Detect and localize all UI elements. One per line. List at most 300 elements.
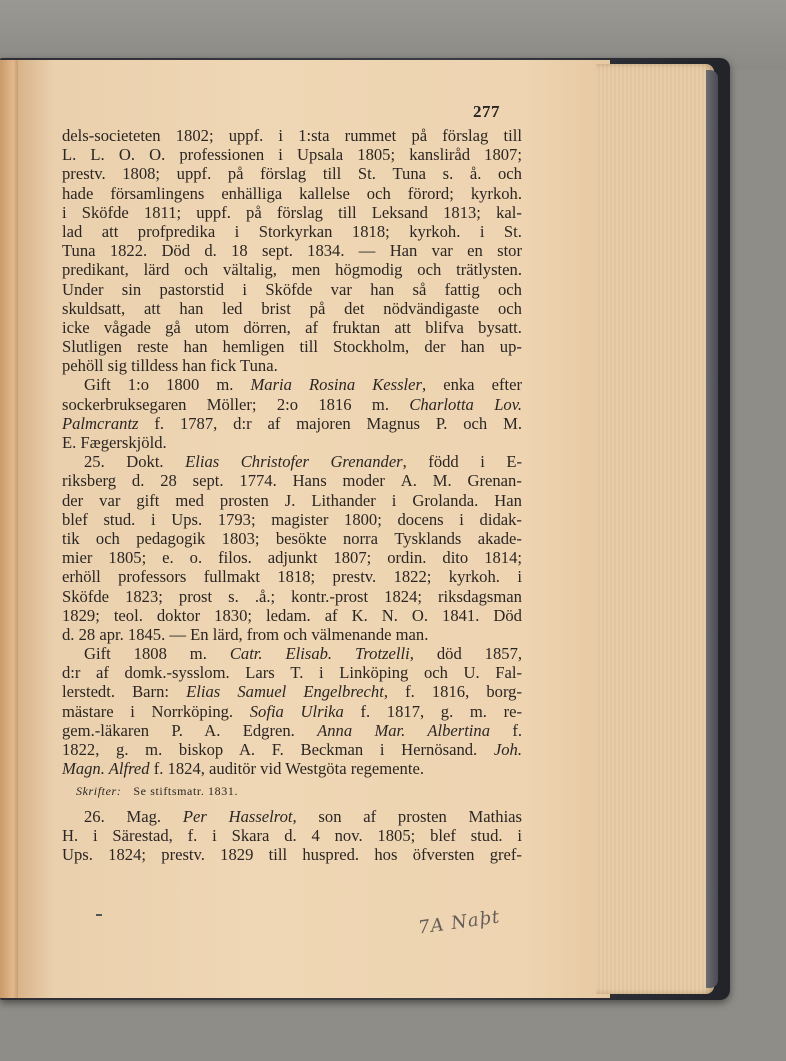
line-text: 26. Mag. bbox=[84, 806, 183, 826]
line-text: 25. Dokt. bbox=[84, 452, 186, 472]
line-text-after: , död 1857, bbox=[409, 644, 523, 664]
person-name: Sofia Ulrika bbox=[249, 701, 344, 721]
word: s. bbox=[442, 164, 454, 184]
word: d. bbox=[284, 825, 297, 845]
word: reste bbox=[137, 337, 169, 357]
word: mier bbox=[62, 548, 93, 568]
word: till bbox=[503, 126, 522, 145]
word: 1841. bbox=[442, 605, 480, 625]
text-line bbox=[62, 299, 522, 318]
writings-text: Se stiftsmatr. 1831. bbox=[133, 784, 239, 799]
word: f. bbox=[187, 825, 198, 845]
word: Död bbox=[161, 241, 191, 261]
word: kallelse bbox=[299, 183, 350, 203]
word: Under bbox=[62, 279, 104, 299]
word: bysatt. bbox=[478, 317, 522, 337]
text-line bbox=[62, 203, 522, 222]
word: prestv. bbox=[161, 844, 205, 864]
text-line bbox=[62, 759, 522, 778]
word: L. bbox=[62, 145, 77, 165]
word: stud. bbox=[470, 825, 503, 845]
text-line bbox=[62, 682, 522, 701]
word: på bbox=[411, 126, 428, 145]
person-name: Catr. Elisab. Trotzelli bbox=[229, 644, 410, 664]
word: gift bbox=[136, 490, 160, 510]
word: Grenan- bbox=[467, 471, 522, 491]
word: att bbox=[101, 221, 119, 241]
text-line bbox=[62, 356, 522, 375]
word: förslag bbox=[276, 202, 323, 222]
word: akade- bbox=[477, 528, 522, 548]
line-text: pehöll sig tilldess han fick Tuna. bbox=[62, 356, 278, 376]
word: kyrkoh. bbox=[448, 567, 500, 587]
word: L. bbox=[90, 145, 105, 165]
word: i bbox=[459, 509, 464, 529]
word: ledam. bbox=[265, 605, 311, 625]
text-line bbox=[62, 164, 522, 183]
word: s. bbox=[228, 586, 239, 606]
word: 1774. bbox=[239, 471, 277, 491]
word: hade bbox=[62, 183, 94, 203]
word: lärd bbox=[143, 260, 170, 280]
word: fruktan bbox=[332, 317, 381, 337]
word: St. bbox=[503, 221, 522, 241]
word: prestv. bbox=[332, 567, 377, 587]
word: 1818; bbox=[351, 221, 390, 241]
word: i bbox=[278, 145, 283, 165]
word: 1:sta bbox=[298, 126, 330, 145]
word: M. bbox=[432, 471, 452, 491]
word: till bbox=[338, 202, 357, 222]
word: vältalig, bbox=[223, 260, 277, 280]
text-line bbox=[62, 845, 522, 864]
line-text-after: f. 1824, auditör vid Westgöta regemente. bbox=[149, 759, 424, 779]
text-line bbox=[62, 529, 522, 548]
word: Tuna bbox=[392, 164, 427, 184]
text-line bbox=[62, 375, 522, 394]
word: 1811; bbox=[143, 202, 182, 222]
word: icke bbox=[62, 317, 90, 337]
line-text: Gift 1808 m. bbox=[84, 644, 230, 664]
text-line bbox=[62, 395, 522, 414]
line-text: Gift 1:o 1800 m. bbox=[84, 375, 251, 395]
line-text-after: f. 1817, g. m. re- bbox=[343, 701, 522, 721]
writings-label: Skrifter: bbox=[76, 784, 122, 799]
word: 1803; bbox=[221, 528, 260, 548]
word: var bbox=[431, 241, 453, 261]
word: 1824; bbox=[108, 844, 146, 864]
word: och bbox=[497, 298, 522, 318]
word: Leksand bbox=[371, 202, 428, 222]
word: Skara bbox=[231, 825, 270, 845]
word: skuldsatt, bbox=[62, 298, 126, 318]
word: i bbox=[242, 279, 247, 299]
page-stack-edge bbox=[596, 64, 714, 994]
text-line bbox=[62, 548, 522, 567]
word: i bbox=[391, 490, 397, 510]
word: Ups. bbox=[62, 844, 93, 864]
word: moder bbox=[342, 471, 385, 491]
person-name: Maria Rosina Kessler bbox=[250, 375, 422, 395]
word: nov. bbox=[334, 825, 363, 845]
word: up- bbox=[499, 337, 522, 357]
word: kal- bbox=[496, 202, 522, 222]
word: förord; bbox=[407, 183, 454, 203]
text-line bbox=[62, 471, 522, 490]
word: och bbox=[497, 164, 522, 184]
line-text-after: , son af prosten Mathias bbox=[292, 806, 523, 826]
word: U. bbox=[463, 663, 480, 683]
book-spine-edge bbox=[706, 70, 718, 988]
word: öfversten bbox=[412, 844, 475, 864]
word: 1805; bbox=[108, 548, 147, 568]
word: det bbox=[344, 298, 365, 318]
word: riksberg bbox=[62, 471, 117, 491]
word: norra bbox=[342, 528, 378, 548]
ink-mark bbox=[96, 914, 102, 916]
word: till bbox=[322, 164, 342, 184]
word: 1800; bbox=[344, 509, 382, 529]
word: didak- bbox=[479, 509, 522, 529]
word: stud. bbox=[103, 509, 136, 529]
text-line bbox=[62, 414, 522, 433]
word: A. bbox=[400, 471, 417, 491]
word: brist bbox=[261, 298, 291, 318]
word: 1807; bbox=[333, 548, 372, 568]
person-name: Anna Mar. Albertina bbox=[317, 720, 491, 740]
text-line bbox=[62, 807, 522, 826]
text-line bbox=[62, 491, 522, 510]
word: hemligen bbox=[222, 337, 285, 357]
word: magister bbox=[271, 509, 329, 529]
word: der bbox=[424, 337, 446, 357]
word: T. bbox=[290, 663, 304, 683]
word: docens bbox=[397, 509, 444, 529]
word: filos. bbox=[218, 548, 252, 568]
word: på bbox=[227, 164, 244, 184]
line-text-after: , f. 1816, borg- bbox=[383, 682, 522, 702]
word: Död bbox=[493, 605, 522, 625]
word: han bbox=[179, 298, 204, 318]
person-name: Magn. Alfred bbox=[62, 759, 150, 779]
word: .å.; bbox=[254, 586, 276, 606]
word: predikant, bbox=[62, 260, 129, 280]
word: 1814; bbox=[484, 548, 522, 568]
word: blifva bbox=[425, 317, 464, 337]
word: O. bbox=[118, 145, 135, 165]
word: i bbox=[92, 825, 98, 845]
person-name: Palmcrantz bbox=[62, 413, 139, 433]
word: prost bbox=[178, 586, 213, 606]
word: i bbox=[318, 663, 324, 683]
word: kyrkoh. bbox=[409, 221, 461, 241]
body-text-part-2 bbox=[62, 807, 522, 865]
line-text: gem.-läkaren P. A. Edgren. bbox=[62, 720, 318, 740]
word: e. bbox=[162, 548, 174, 568]
word: led bbox=[222, 298, 243, 318]
word: var bbox=[330, 279, 352, 299]
word: blef bbox=[62, 509, 88, 529]
word: och bbox=[95, 528, 120, 548]
word: O. bbox=[149, 145, 166, 165]
line-text-after: , född i E- bbox=[402, 452, 523, 472]
word: i bbox=[212, 825, 217, 845]
word: Lithander bbox=[311, 490, 376, 510]
word: 1822. bbox=[109, 241, 148, 261]
person-name: Elias Samuel Engelbrecht bbox=[186, 682, 384, 702]
word: Ups. bbox=[171, 509, 203, 529]
line-text: d. 28 apr. 1845. — En lärd, from och välmenande man. bbox=[62, 624, 429, 644]
word: dels-societeten bbox=[62, 126, 161, 145]
line-text: sockerbruksegaren Möller; 2:o 1816 m. bbox=[62, 394, 410, 414]
word: fattig bbox=[444, 279, 480, 299]
text-line bbox=[62, 241, 522, 260]
person-name: Joh. bbox=[493, 740, 522, 759]
text-line bbox=[62, 721, 522, 740]
word: J. bbox=[284, 490, 296, 510]
word: Särestad, bbox=[112, 825, 173, 845]
word: hos bbox=[374, 844, 398, 864]
word: prosten bbox=[219, 490, 269, 510]
line-text: 1822, g. m. biskop A. F. Beckman i Hernösand. bbox=[62, 740, 494, 759]
word: och bbox=[417, 260, 442, 280]
word: högmodig bbox=[335, 260, 403, 280]
word: en bbox=[467, 241, 483, 261]
word: sept. bbox=[261, 241, 293, 261]
line-text-after: f. bbox=[490, 720, 522, 740]
word: O. bbox=[411, 605, 429, 625]
word: 1834. bbox=[307, 241, 345, 261]
text-line bbox=[62, 337, 522, 356]
word: 1823; bbox=[125, 586, 163, 606]
word: vågade bbox=[103, 317, 151, 337]
word: Tysklands bbox=[394, 528, 462, 548]
line-text: E. Fægerskjöld. bbox=[62, 433, 167, 452]
word: 1824; bbox=[384, 586, 422, 606]
word: förslag bbox=[260, 164, 307, 184]
word: i bbox=[278, 126, 284, 145]
text-line bbox=[62, 222, 522, 241]
text-line bbox=[62, 145, 522, 164]
word: å. bbox=[469, 164, 482, 184]
word: uppf. bbox=[228, 126, 264, 145]
word: besökte bbox=[275, 528, 327, 548]
word: i bbox=[517, 825, 522, 845]
word: och bbox=[184, 260, 209, 280]
text-line bbox=[62, 587, 522, 606]
word: fullmakt bbox=[203, 567, 260, 587]
word: 1805; bbox=[377, 825, 416, 845]
word: han bbox=[460, 337, 485, 357]
word: riksdagsman bbox=[438, 586, 522, 606]
word: 18 bbox=[231, 241, 248, 261]
word: Sköfde bbox=[81, 202, 129, 222]
body-text-part-1 bbox=[62, 126, 522, 778]
word: han bbox=[370, 279, 395, 299]
text-line bbox=[62, 184, 522, 203]
text-line bbox=[62, 452, 522, 471]
word: af bbox=[305, 317, 318, 337]
word: 1813; bbox=[443, 202, 481, 222]
word: professors bbox=[118, 567, 187, 587]
word: kontr.-prost bbox=[291, 586, 369, 606]
word: erhöll bbox=[62, 567, 101, 587]
word: dörren, bbox=[243, 317, 291, 337]
word: af bbox=[324, 605, 338, 625]
word: Upsala bbox=[297, 145, 344, 165]
word: och bbox=[423, 663, 448, 683]
word: 1830; bbox=[214, 605, 252, 625]
word: församlingens bbox=[110, 183, 205, 203]
word: 1802; bbox=[175, 126, 214, 145]
word: 1829; bbox=[62, 605, 100, 625]
word: i bbox=[150, 509, 156, 529]
word: sin bbox=[121, 279, 142, 299]
word: på bbox=[246, 202, 262, 222]
word: dito bbox=[442, 548, 469, 568]
word: der bbox=[62, 490, 84, 510]
line-text-after: , enka efter bbox=[421, 375, 522, 395]
word: lad bbox=[62, 221, 83, 241]
word: domk.-sysslom. bbox=[124, 663, 230, 683]
word: var bbox=[99, 490, 121, 510]
text-line bbox=[62, 663, 522, 682]
word: K. bbox=[351, 605, 368, 625]
text-line bbox=[62, 126, 522, 145]
person-name: Elias Christofer Grenander bbox=[185, 452, 403, 472]
word: teol. bbox=[113, 605, 143, 625]
writings-line bbox=[62, 782, 522, 801]
word: d:r bbox=[62, 663, 81, 683]
word: profpredika bbox=[137, 221, 216, 241]
word: Lars bbox=[245, 663, 275, 683]
word: Linköping bbox=[339, 663, 409, 683]
text-line bbox=[62, 644, 522, 663]
word: 1829 bbox=[220, 844, 254, 864]
word: af bbox=[96, 663, 109, 683]
line-text: mästare i Norrköping. bbox=[62, 701, 250, 721]
text-line bbox=[62, 260, 522, 279]
word: 1805; bbox=[357, 145, 396, 165]
word: Storkyrkan bbox=[258, 221, 333, 241]
word: i bbox=[479, 221, 485, 241]
word: N. bbox=[381, 605, 398, 625]
text-line bbox=[62, 740, 522, 759]
word: doktor bbox=[156, 605, 201, 625]
word: pastorstid bbox=[159, 279, 225, 299]
word: nödvändigaste bbox=[383, 298, 480, 318]
word: d. bbox=[204, 241, 217, 261]
word: på bbox=[309, 298, 326, 318]
word: i bbox=[234, 221, 240, 241]
word: gå bbox=[165, 317, 181, 337]
word: kyrkoh. bbox=[470, 183, 522, 203]
word: enhälliga bbox=[221, 183, 283, 203]
word: att bbox=[394, 317, 411, 337]
person-name: Charlotta Lov. bbox=[409, 394, 523, 414]
word: Han bbox=[389, 241, 418, 261]
word: Slutligen bbox=[62, 337, 122, 357]
word: Fal- bbox=[495, 663, 522, 683]
word: till bbox=[268, 844, 288, 864]
handwritten-note: 7A Naþt bbox=[416, 906, 502, 939]
word: uppf. bbox=[196, 202, 231, 222]
word: ordin. bbox=[387, 548, 427, 568]
word: — bbox=[358, 241, 376, 261]
word: o. bbox=[189, 548, 203, 568]
text-line bbox=[62, 702, 522, 721]
word: 28 bbox=[160, 471, 177, 491]
page-number: 277 bbox=[473, 102, 500, 121]
word: blef bbox=[430, 825, 456, 845]
word: i bbox=[517, 567, 522, 587]
word: tik bbox=[62, 528, 80, 548]
text-block bbox=[62, 126, 522, 864]
word: adjunkt bbox=[267, 548, 318, 568]
text-line bbox=[62, 318, 522, 337]
word: Han bbox=[494, 490, 522, 510]
word: utom bbox=[195, 317, 230, 337]
word: pedagogik bbox=[136, 528, 206, 548]
word: H. bbox=[62, 825, 79, 845]
line-text: lerstedt. Barn: bbox=[62, 682, 187, 702]
text-line bbox=[62, 567, 522, 586]
word: prestv. bbox=[62, 164, 106, 184]
word: och bbox=[498, 279, 522, 299]
word: Tuna bbox=[62, 241, 96, 261]
text-line bbox=[62, 826, 522, 845]
word: Sköfde bbox=[265, 279, 313, 299]
word: stor bbox=[497, 241, 522, 261]
text-line bbox=[62, 625, 522, 644]
word: trätlysten. bbox=[456, 260, 522, 280]
word: men bbox=[291, 260, 321, 280]
word: Stockholm, bbox=[333, 337, 410, 357]
word: huspred. bbox=[302, 844, 360, 864]
word: och bbox=[366, 183, 391, 203]
word: han bbox=[183, 337, 208, 357]
word: kansliråd bbox=[409, 145, 471, 165]
word: professionen bbox=[179, 145, 265, 165]
text-line bbox=[62, 280, 522, 299]
word: 1807; bbox=[484, 145, 522, 165]
word: gref- bbox=[489, 844, 522, 864]
word: så bbox=[412, 279, 427, 299]
word: 1808; bbox=[122, 164, 161, 184]
word: förslag bbox=[442, 126, 489, 145]
word: sept. bbox=[192, 471, 224, 491]
word: uppf. bbox=[176, 164, 212, 184]
person-name: Per Hasselrot bbox=[182, 806, 293, 826]
word: 1822; bbox=[393, 567, 432, 587]
word: Grolanda. bbox=[412, 490, 479, 510]
text-line bbox=[62, 510, 522, 529]
word: 1818; bbox=[277, 567, 316, 587]
word: 1793; bbox=[217, 509, 256, 529]
word: Sköfde bbox=[62, 586, 110, 606]
word: rummet bbox=[344, 126, 397, 145]
word: St. bbox=[357, 164, 376, 184]
word: i bbox=[62, 202, 67, 222]
word: till bbox=[299, 337, 318, 357]
word: med bbox=[175, 490, 204, 510]
line-text-after: f. 1787, d:r af majoren Magnus P. och M. bbox=[138, 413, 522, 433]
word: Hans bbox=[292, 471, 327, 491]
word: att bbox=[143, 298, 161, 318]
text-line bbox=[62, 433, 522, 452]
word: 4 bbox=[311, 825, 320, 845]
text-line bbox=[62, 606, 522, 625]
